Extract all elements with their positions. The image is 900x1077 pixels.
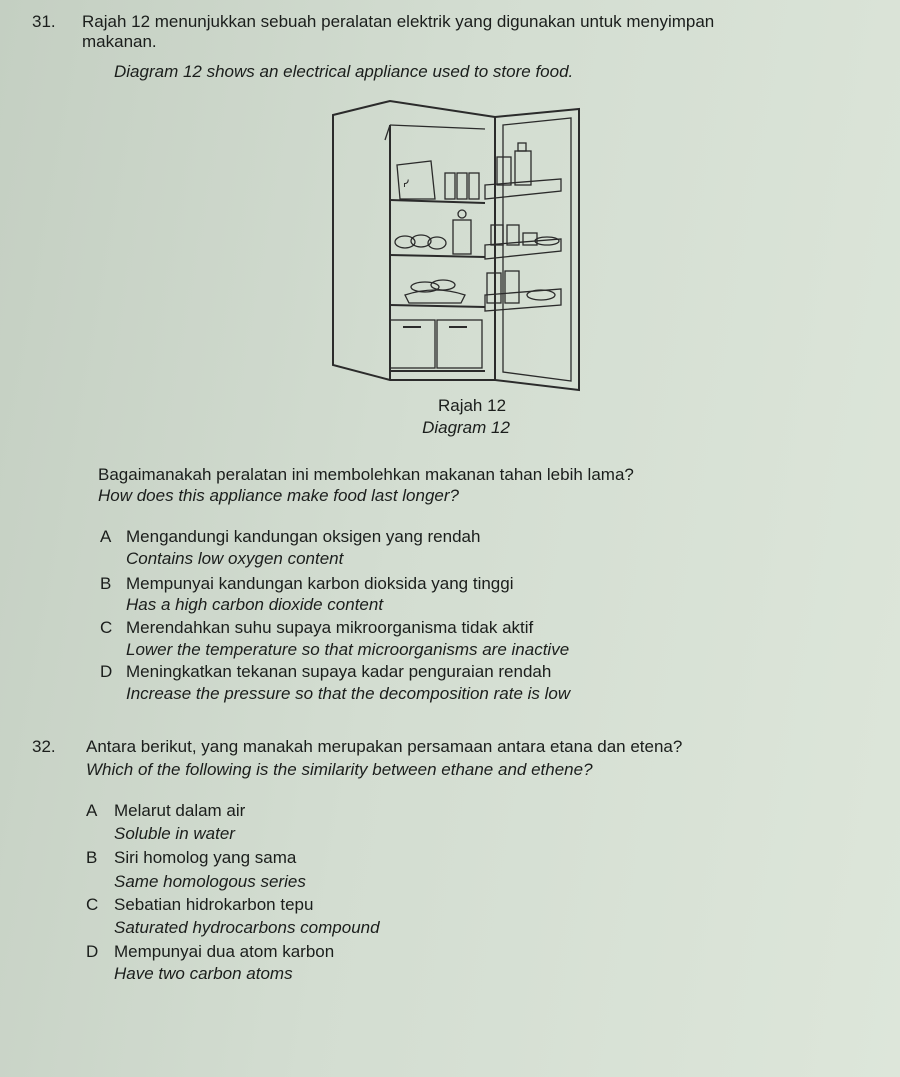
option-text-english: Saturated hydrocarbons compound	[114, 918, 380, 937]
option-text-english: Same homologous series	[114, 872, 306, 891]
option-letter: A	[100, 527, 112, 546]
option-text-english: Lower the temperature so that microorganisms are inactive	[126, 640, 570, 659]
option-letter: A	[86, 801, 98, 820]
option-text-english: Have two carbon atoms	[114, 964, 293, 983]
option-text-malay: Mengandungi kandungan oksigen yang rendah	[126, 527, 481, 546]
option-text-english: Soluble in water	[114, 824, 235, 843]
option-text-malay: Mempunyai dua atom karbon	[114, 942, 335, 961]
option-text-malay: Merendahkan suhu supaya mikroorganisma tidak aktif	[126, 618, 534, 637]
figure-caption-malay: Rajah 12	[437, 396, 507, 415]
question-31-stem-english: Diagram 12 shows an electrical appliance used to store food.	[114, 62, 574, 81]
refrigerator-icon	[325, 95, 595, 395]
question-32-prompt-malay: Antara berikut, yang manakah merupakan persamaan antara etana dan etena?	[86, 737, 683, 756]
option-letter: B	[86, 848, 98, 867]
option-letter: C	[86, 895, 99, 914]
option-text-english: Increase the pressure so that the decomposition rate is low	[126, 684, 571, 703]
option-letter: C	[100, 618, 113, 637]
option-letter: D	[86, 942, 99, 961]
option-text-malay: Melarut dalam air	[114, 801, 246, 820]
option-letter: D	[100, 662, 113, 681]
question-32-prompt-english: Which of the following is the similarity between ethane and ethene?	[86, 760, 593, 779]
option-text-malay: Meningkatkan tekanan supaya kadar penguraian rendah	[126, 662, 552, 681]
option-text-malay: Sebatian hidrokarbon tepu	[114, 895, 314, 914]
option-text-malay: Siri homolog yang sama	[114, 848, 297, 867]
figure-caption-english: Diagram 12	[422, 418, 510, 437]
option-text-english: Contains low oxygen content	[126, 549, 344, 568]
question-31-stem-malay-line1: Rajah 12 menunjukkan sebuah peralatan elektrik yang digunakan untuk menyimpan	[82, 12, 715, 31]
question-31-number: 31.	[32, 12, 56, 31]
carton-label: ᓯ	[403, 179, 410, 190]
option-text-english: Has a high carbon dioxide content	[126, 595, 384, 614]
question-32-number: 32.	[32, 737, 56, 756]
question-31-prompt-malay: Bagaimanakah peralatan ini membolehkan makanan tahan lebih lama?	[98, 465, 634, 484]
option-text-malay: Mempunyai kandungan karbon dioksida yang tinggi	[126, 574, 514, 593]
question-31-stem-malay-line2: makanan.	[82, 32, 157, 51]
option-letter: B	[100, 574, 112, 593]
question-31-prompt-english: How does this appliance make food last longer?	[98, 486, 459, 505]
